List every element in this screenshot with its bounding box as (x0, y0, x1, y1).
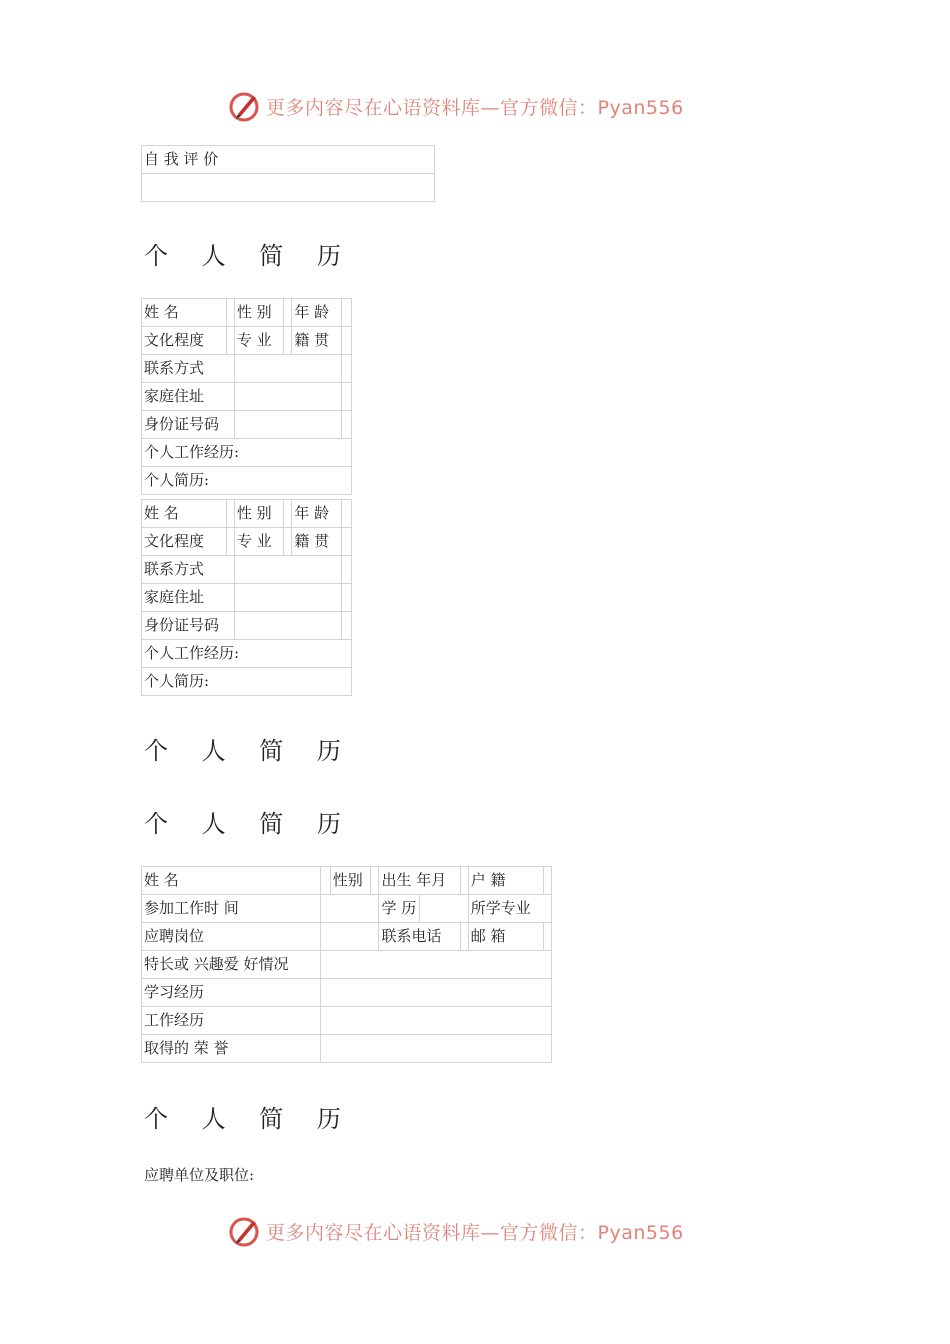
page-heading-4: 个 人 简 历 (144, 1105, 354, 1133)
cell-hukou: 户 籍 (468, 867, 543, 895)
cell-gender: 性别 (330, 867, 371, 895)
top-banner (226, 86, 726, 126)
banner-text: 更多内容尽在心语资料库—官方微信：Pyan556 (266, 96, 684, 119)
cell-major: 所学专业 (468, 895, 551, 923)
pen-logo-icon (226, 88, 262, 124)
cell-address: 家庭住址 (142, 383, 235, 411)
self-eval-label: 自 我 评 价 (142, 146, 435, 174)
cell-phone: 联系电话 (379, 923, 460, 951)
cell-birth: 出生 年月 (379, 867, 460, 895)
resume-form-a-1 (141, 298, 352, 495)
cell-education: 文化程度 (142, 327, 227, 355)
cell-address: 家庭住址 (142, 584, 235, 612)
page-heading-1: 个 人 简 历 (144, 242, 354, 270)
pen-logo-icon (226, 1213, 262, 1249)
cell-origin: 籍 贯 (292, 528, 341, 556)
apply-position-line: 应聘单位及职位: (144, 1166, 255, 1184)
cell-email: 邮 箱 (468, 923, 543, 951)
cell-contact: 联系方式 (142, 355, 235, 383)
cell-origin: 籍 贯 (292, 327, 341, 355)
cell-honors: 取得的 荣 誉 (142, 1035, 321, 1063)
page-heading-2: 个 人 简 历 (144, 737, 354, 765)
cell-name: 姓 名 (142, 299, 227, 327)
cell-resume: 个人简历: (142, 668, 352, 696)
cell-major: 专 业 (234, 327, 283, 355)
cell-gender: 性 别 (234, 500, 283, 528)
cell-contact: 联系方式 (142, 556, 235, 584)
cell-work: 工作经历 (142, 1007, 321, 1035)
cell-resume: 个人简历: (142, 467, 352, 495)
cell-position: 应聘岗位 (142, 923, 321, 951)
banner-text: 更多内容尽在心语资料库—官方微信：Pyan556 (266, 1221, 684, 1244)
cell-gender: 性 别 (234, 299, 283, 327)
cell-degree: 学 历 (379, 895, 420, 923)
bottom-banner (226, 1211, 726, 1251)
cell-age: 年 龄 (292, 500, 341, 528)
cell-name: 姓 名 (142, 867, 321, 895)
cell-major: 专 业 (234, 528, 283, 556)
page-heading-3: 个 人 简 历 (144, 810, 354, 838)
cell-id-number: 身份证号码 (142, 411, 235, 439)
cell-education: 文化程度 (142, 528, 227, 556)
self-eval-value (142, 174, 435, 202)
cell-study: 学习经历 (142, 979, 321, 1007)
cell-work-history: 个人工作经历: (142, 640, 352, 668)
cell-age: 年 龄 (292, 299, 341, 327)
self-evaluation-table (141, 145, 435, 202)
cell-id-number: 身份证号码 (142, 612, 235, 640)
cell-work-history: 个人工作经历: (142, 439, 352, 467)
cell-name: 姓 名 (142, 500, 227, 528)
resume-form-a-2 (141, 499, 352, 696)
resume-form-b (141, 866, 552, 1063)
cell-hobbies: 特长或 兴趣爱 好情况 (142, 951, 321, 979)
cell-work-start: 参加工作时 间 (142, 895, 321, 923)
